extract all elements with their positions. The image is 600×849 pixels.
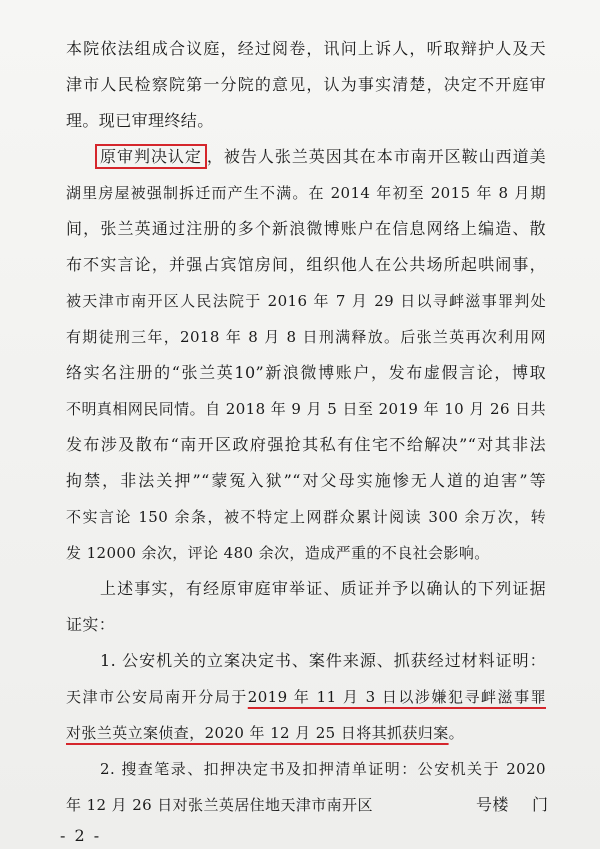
highlight-box: 原审判决认定 (95, 144, 207, 169)
text-line-22-c: 门 (532, 795, 549, 814)
text-line-9: 有期徒刑三年，2018 年 8 月 8 日刑满释放。后张兰英再次利用网 (66, 328, 546, 346)
text-line-7: 布不实言论，并强占宾馆房间，组织他人在公共场所起哄闹事， (66, 255, 546, 274)
text-line-19-a: 天津市公安局南开分局于 (66, 688, 248, 706)
text-line-17: 证实： (66, 615, 116, 634)
text-line-21: 2. 搜查笔录、扣押决定书及扣押清单证明：公安机关于 2020 (100, 760, 546, 778)
text-line-12: 发布涉及散布“南开区政府强抢其私有住宅不给解决”“对其非法 (66, 435, 546, 454)
text-line-10: 络实名注册的“张兰英10”新浪微博账户，发布虚假言论，博取 (66, 363, 546, 382)
page-number: - 2 - (60, 826, 102, 845)
text-line-2: 津市人民检察院第一分院的意见，认为事实清楚，决定不开庭审 (66, 75, 546, 94)
text-line-4 (100, 146, 546, 168)
text-line-4-rest: ，被告人张兰英因其在本市南开区鞍山西道美 (206, 147, 546, 166)
text-line-19 (66, 686, 546, 708)
text-line-5: 湖里房屋被强制拆迁而产生不满。在 2014 年初至 2015 年 8 月期 (66, 184, 546, 202)
text-line-22: 年 12 月 26 日对张兰英居住地天津市南开区 (66, 796, 373, 814)
text-line-6: 间，张兰英通过注册的多个新浪微博账户在信息网络上编造、散 (66, 219, 546, 238)
text-line-11: 不明真相网民同情。自 2018 年 9 月 5 日至 2019 年 10 月 26 日共 (66, 400, 546, 418)
text-line-15: 发 12000 余次，评论 480 余次，造成严重的不良社会影响。 (66, 544, 490, 562)
text-line-18: 1. 公安机关的立案决定书、案件来源、抓获经过材料证明： (100, 651, 546, 670)
text-line-14: 不实言论 150 余条，被不特定上网群众累计阅读 300 余万次，转 (66, 508, 546, 526)
underlined-text-1: 2019 年 11 月 3 日以涉嫌犯寻衅滋事罪 (247, 688, 546, 706)
text-line-20-end: 。 (448, 724, 464, 742)
text-line-16: 上述事实，有经原审庭审举证、质证并予以确认的下列证据 (100, 579, 546, 598)
text-line-3: 理。现已审理终结。 (66, 111, 214, 130)
underlined-text-2: 对张兰英立案侦查，2020 年 12 月 25 日将其抓获归案 (66, 724, 449, 742)
text-line-1: 本院依法组成合议庭，经过阅卷，讯问上诉人，听取辩护人及天 (66, 39, 546, 58)
text-line-13: 拘禁，非法关押”“蒙冤入狱”“对父母实施惨无人道的迫害”等 (66, 471, 546, 490)
text-line-8: 被天津市南开区人民法院于 2016 年 7 月 29 日以寻衅滋事罪判处 (66, 292, 546, 310)
text-line-22-b: 号楼 (476, 795, 509, 814)
text-line-20 (66, 722, 546, 744)
